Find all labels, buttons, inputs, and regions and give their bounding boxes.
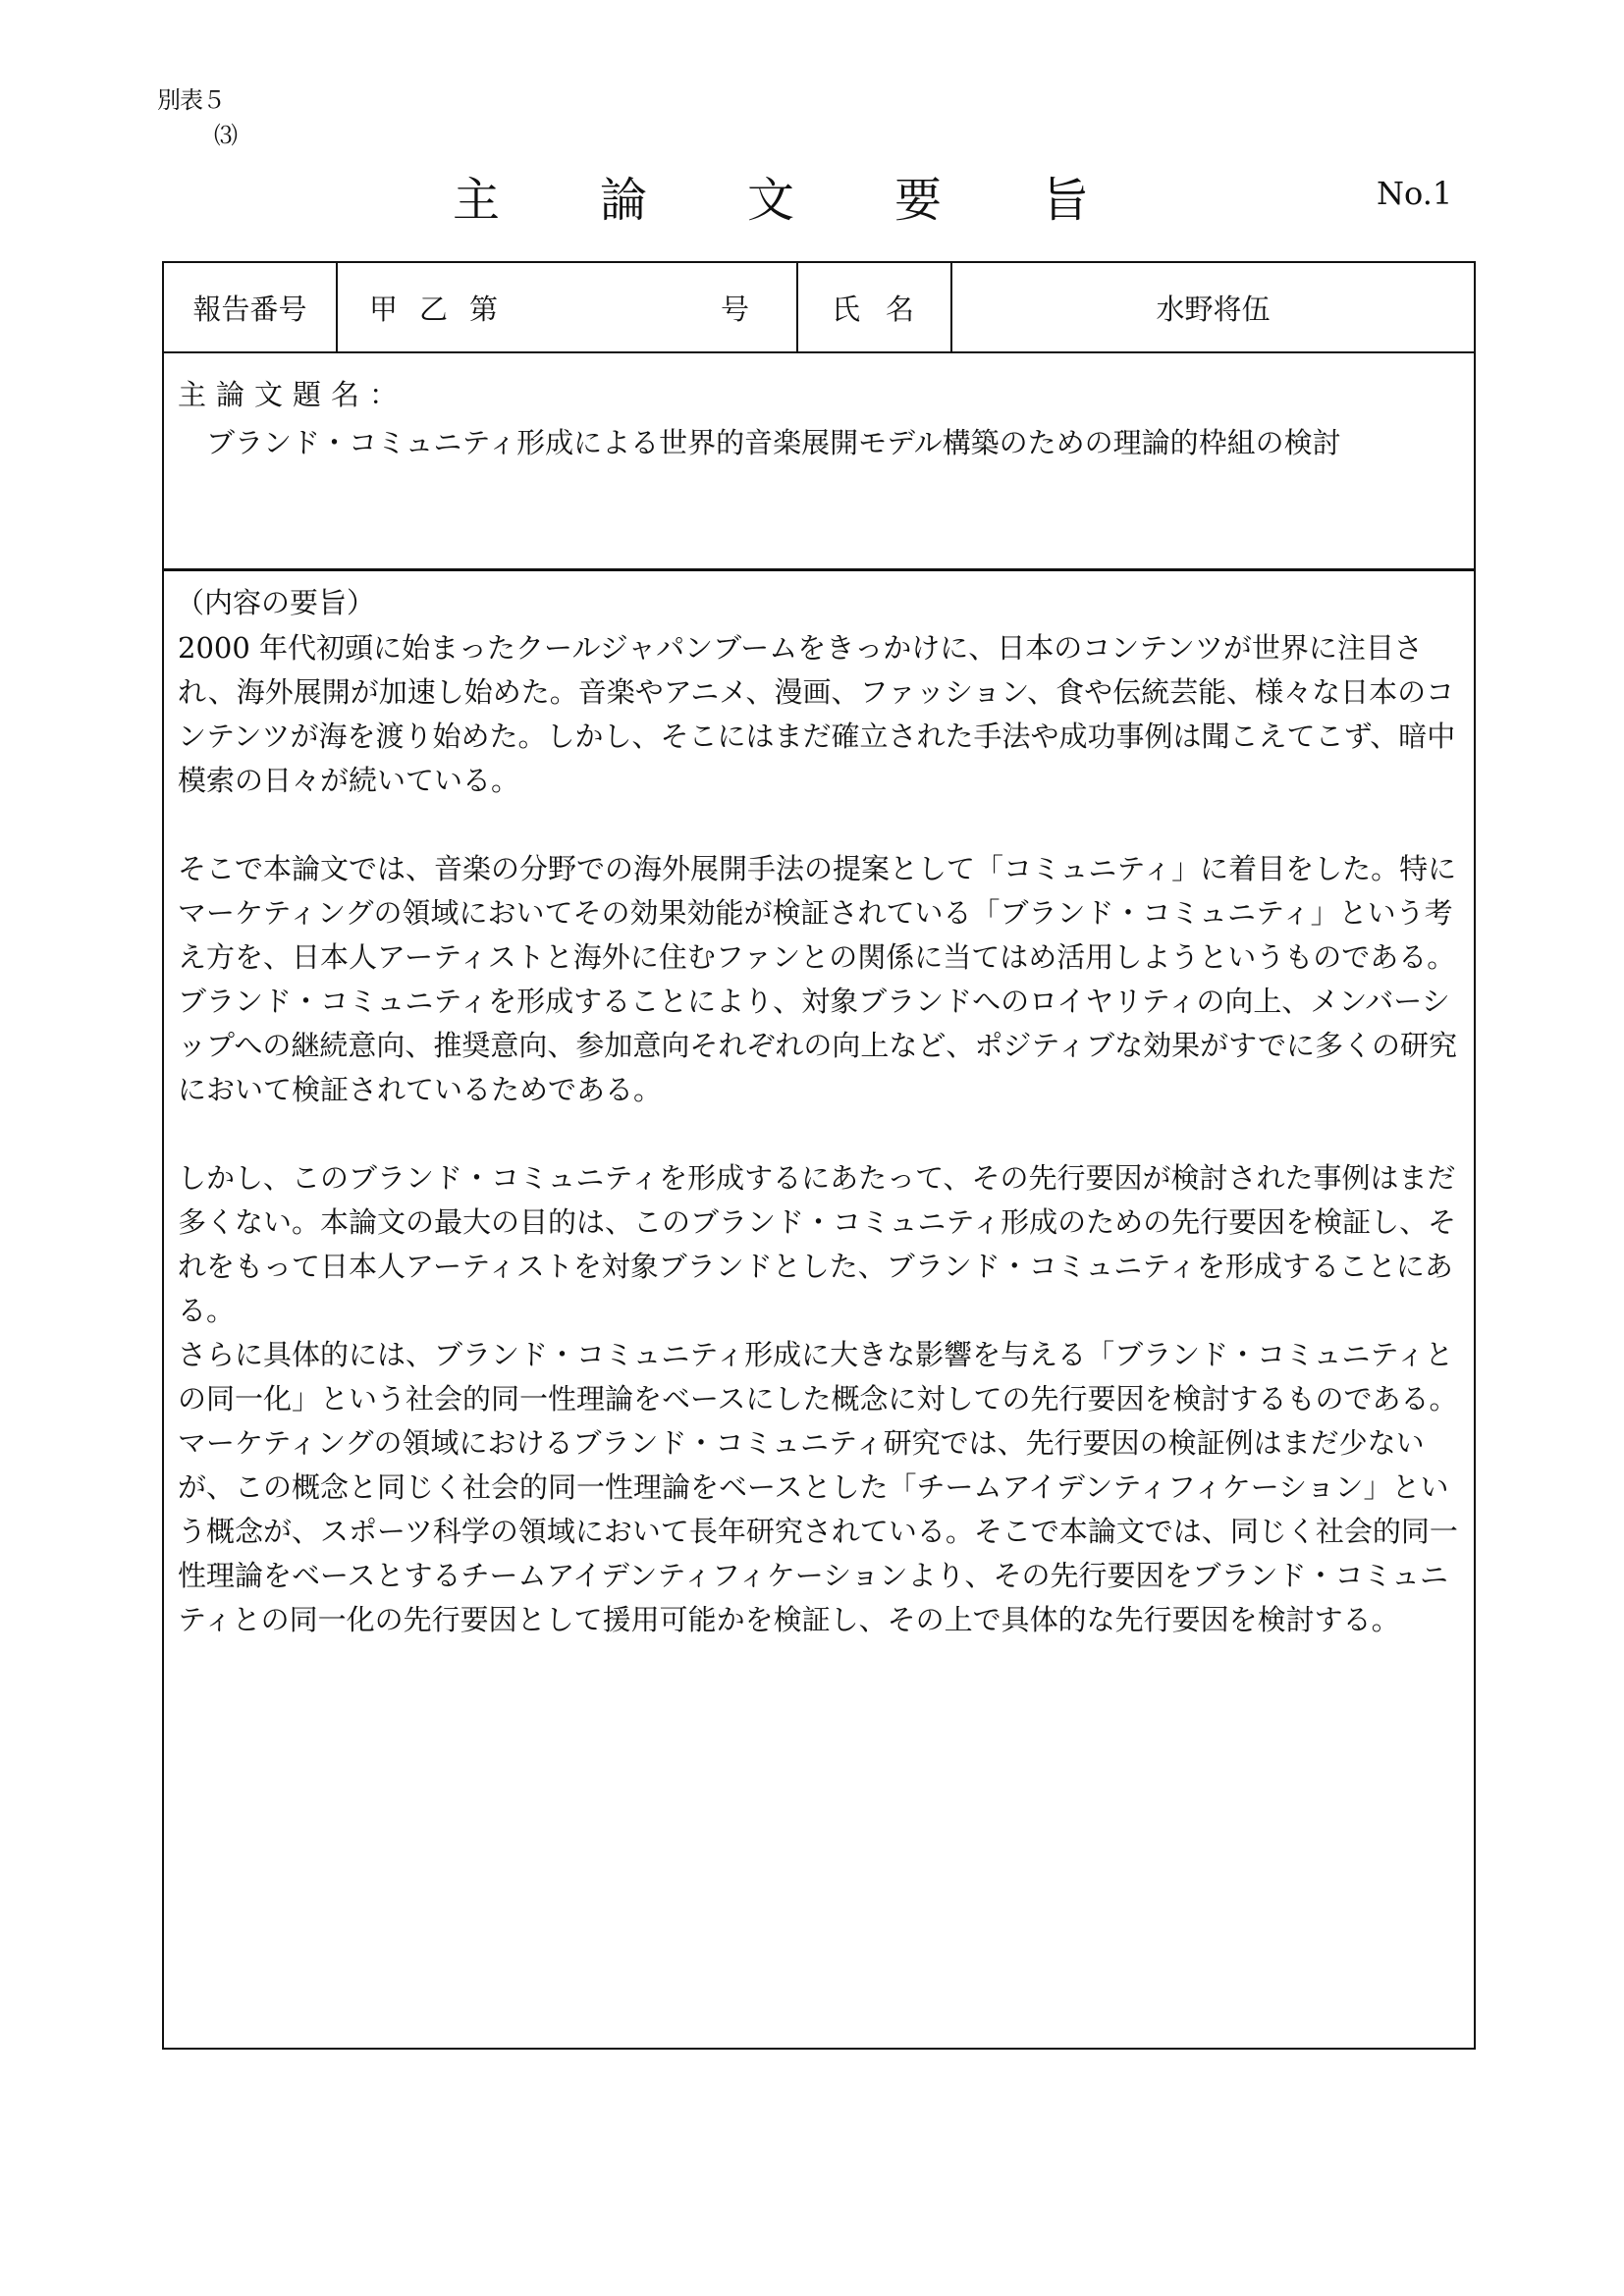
report-number-field: [338, 263, 798, 351]
report-number-label: 報告番号: [164, 263, 338, 351]
title-char: 要: [893, 173, 942, 228]
summary-paragraph: そこで本論文では、音楽の分野での海外展開手法の提案として「コミュニティ」に着目をした。特にマーケティングの領域においてその効果効能が検証されている「ブランド・コミュニティ」という考え方を、日本人アーティストと海外に住むファンとの関係に当てはめ活用しようというものである。ブランド・コミュニティを形成することにより、対象ブランドへのロイヤリティの向上、メンバーシップへの継続意向、推奨意向、参加意向それぞれの向上など、ポジティブな効果がすでに多くの研究において検証されているためである。: [178, 852, 1457, 1106]
summary-body: [178, 626, 1466, 1642]
name-label: 氏 名: [798, 263, 952, 351]
summary-label: （内容の要旨）: [176, 586, 376, 619]
title-char: 主: [452, 173, 500, 228]
summary-paragraph: さらに具体的には、ブランド・コミュニティ形成に大きな影響を与える「ブランド・コミュニティとの同一化」という社会的同一性理論をベースにした概念に対しての先行要因を検討するものである。マーケティングの領域におけるブランド・コミュニティ研究では、先行要因の検証例はまだ少ないが、この概念と同じく社会的同一性理論をベースとした「チームアイデンティフィケーション」という概念が、スポーツ科学の領域において長年研究されている。そこで本論文では、同じく社会的同一性理論をベースとするチームアイデンティフィケーションより、その先行要因をブランド・コミュニティとの同一化の先行要因として援用可能かを検証し、その上で具体的な先行要因を検討する。: [178, 1338, 1458, 1636]
form-id: 別表５: [157, 86, 225, 114]
page-title: [452, 162, 1090, 230]
title-char: 文: [746, 173, 794, 228]
report-number-suffix: 号: [720, 292, 749, 326]
summary-form: [162, 261, 1476, 2050]
summary-paragraph: しかし、このブランド・コミュニティを形成するにあたって、その先行要因が検討された事例はまだ多くない。本論文の最大の目的は、このブランド・コミュニティ形成のための先行要因を検証し、それをもって日本人アーティストを対象ブランドとした、ブランド・コミュニティを形成することにある。: [178, 1161, 1457, 1327]
thesis-title-section: [164, 351, 1474, 571]
thesis-title-label: 主論文題名：: [178, 378, 408, 411]
title-char: 旨: [1041, 173, 1089, 228]
info-row: [164, 263, 1474, 353]
form-sub-number: ⑶: [214, 122, 238, 149]
thesis-title: ブランド・コミュニティ形成による世界的音楽展開モデル構築のための理論的枠組の検討: [206, 426, 1341, 459]
report-number-prefix: 甲 乙 第: [369, 292, 499, 326]
summary-paragraph: 2000 年代初頭に始まったクールジャパンブームをきっかけに、日本のコンテンツが世界に注目され、海外展開が加速し始めた。音楽やアニメ、漫画、ファッション、食や伝統芸能、様々な日本のコンテンツが海を渡り始めた。しかし、そこにはまだ確立された手法や成功事例は聞こえてこず、暗中模索の日々が続いている。: [178, 631, 1456, 797]
title-char: 論: [599, 173, 647, 228]
page-number: No.1: [1377, 175, 1453, 212]
author-name: 水野将伍: [1156, 292, 1271, 326]
